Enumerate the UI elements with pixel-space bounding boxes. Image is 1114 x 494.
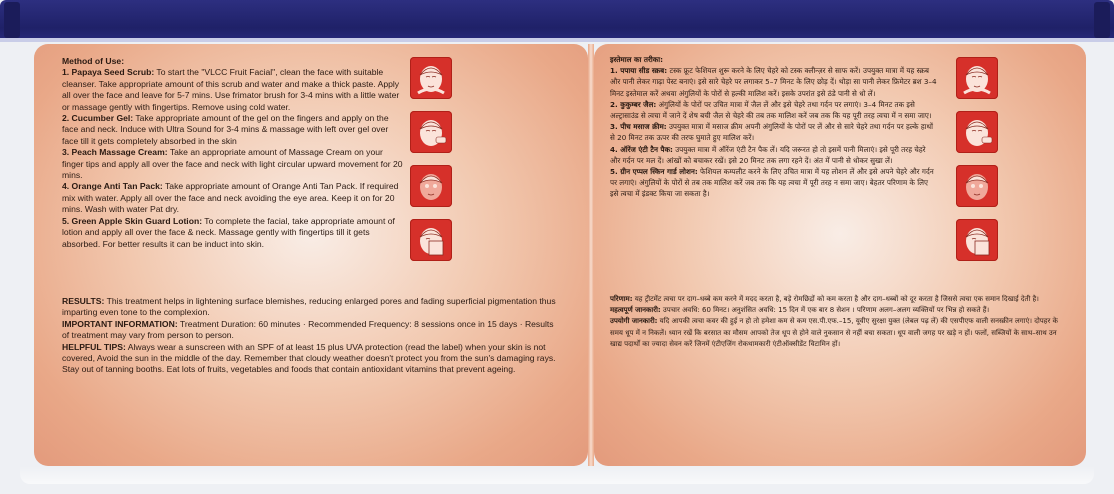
zipper-seam [0,38,1114,42]
massage-face-icon-hi [956,165,998,207]
step-4-hi: 4. ऑरेंज एंटी टैन पैक: उपयुक्त मात्रा में ऑरेंज एंटी टैन पैक लें। यदि जरूरत हो तो इसमें पानी मिलाएं। इसे पूरी तरह चेहरे और गर्दन पर मल दें। आंखों को बचाकर रखें। इसे 20 मिनट तक लगा रहने दें। अंत में पानी से धोकर सुखा लें। [610,144,926,165]
step-5: 5. Green Apple Skin Guard Lotion: To complete the facial, take appropriate amount of lotion and apply all over the face & neck. Massage gently with fingertips till it gets absorbed. For better results it can be induct into skin. [62,215,395,249]
hindi-panel [594,44,1086,466]
gel-face-icon-hi [956,111,998,153]
results-block-hi [610,294,1066,350]
important-info: IMPORTANT INFORMATION: Treatment Duration: 60 minutes · Recommended Frequency: 8 sessions once in 15 days · Results of treatment may vary from person to person. [62,318,554,341]
method-of-use-en [62,56,406,250]
step-5-hi: 5. ग्रीन एप्पल स्किन गार्ड लोशन: फेशियल कम्पलीट करने के लिए उचित मात्रा में यह लोशन लें और इसे अपने चेहरे और गर्दन पर लगाएं। अंगुलियों के पोरों से तब तक मालिश करें जब तक कि यह त्वचा में पूरी तरह न समा जाए। बेहतर परिणाम के लिए इसे त्वचा में इंडक्ट किया जा सकता है। [610,167,934,199]
results-hi: परिणाम: यह ट्रीटमेंट त्वचा पर दाग–धब्बे कम करने में मदद करता है, बड़े रोमछिद्रों को कम करता है और दाग–धब्बों को दूर करता है जिससे त्वचा एक समान दिखाई देती है। [610,295,1039,303]
scrub-face-icon [410,57,452,99]
method-heading-hi: इस्तेमाल का तरीका: [610,55,663,64]
method-of-use-hi [610,54,938,200]
plastic-gloss [20,466,1094,484]
massage-face-icon [410,165,452,207]
mask-face-icon [410,219,452,261]
method-heading: Method of Use: [62,56,125,66]
gel-face-icon [410,111,452,153]
english-panel [34,44,588,466]
important-info-hi: महत्वपूर्ण जानकारी: उपचार अवधि: 60 मिनट। अनुशंसित अवधि: 15 दिन में एक बार 8 सेशन । परिणाम अलग–अलग व्यक्तियों पर भिन्न हो सकते हैं। [610,306,990,315]
step-2-hi: 2. कुकुम्बर जैल: अंगुलियों के पोरों पर उचित मात्रा में जैल लें और इसे चेहरे तथा गर्दन पर लगाएं। 3–4 मिनट तक इसे अल्ट्रासाउंड से त्वचा में जाने दें शेष बची जैल से चेहरे की तब तक मालिश करें जब तक कि यह पूरी तरह त्वचा में न समा जाए। [610,99,932,121]
step-3: 3. Peach Massage Cream: Take an appropriate amount of Massage Cream on your finger tips and apply all over the face and neck with light circular upward movement for 20 mins. [62,147,403,181]
zipper-pull-right [1094,2,1110,38]
mask-face-icon-hi [956,219,998,261]
step-1-hi: 1. पपाया सीड स्क्रब: टस्क फ्रूट फेशियल शुरू करने के लिए चेहरे को टस्क क्लीन्ज़र से साफ करें। उपयुक्त मात्रा में यह स्क्रब और पानी लेकर गाढ़ा पेस्ट बनाएं। इसे सारे चेहरे पर लगाकर 5–7 मिनट के लिए छोड़ दें। थोड़ा सा पानी लेकर फ्रिमेटर ब्रश 3–4 मिनट इस्तेमाल करें अथवा अंगुलियों के पोरों से हल्की मालिश करें। इसके उपरांत इसे ठंडे पानी से धो लें। [610,66,937,98]
results: RESULTS: This treatment helps in lightening surface blemishes, reducing enlarged pores and fading superficial pigmentation thus imparting even tone to the complexion. [62,296,556,318]
scrub-face-icon-hi [956,57,998,99]
step-4: 4. Orange Anti Tan Pack: Take appropriate amount of Orange Anti Tan Pack. If required mix with water. Apply all over the face and neck avoiding the eye area. Keep it on for 20 mins. Wash with water Pat dry. [62,181,399,215]
zipper-pull-left [4,2,20,38]
helpful-tips-hi: उपयोगी जानकारी: यदि आपकी त्वचा कवर की हुई न हो तो हमेशा कम से कम एस.पी.एफ.–15, यूवीए सुरक्षा युक्त (लेबल पढ़ लें) की एसपीएफ वाली सनस्क्रीन लगाएं। दोपहर के समय धूप में न निकलें। ध्यान रखें कि बरसात का मौसम आपको तेज धूप से होने वाले नुकसान से नहीं बचा सकता। धूप वाली जगह पर खड़े न हों। फलों, सब्जियों के साथ–साथ उन खाद्य पदार्थों का ज्यादा सेवन करें जिनमें एंटीएजिंग रोकथामकारी एंटीऑक्सीडेंट विटामिन हों। [610,317,1058,348]
results-block-en [62,296,562,376]
zipper [0,0,1114,40]
step-1: 1. Papaya Seed Scrub: To start the "VLCC Fruit Facial", clean the face with suitable cleanser. Take appropriate amount of this scrub and water and make a thick paste. Apply all over the face and leave for 5-7 mins. Use frimator brush for 3-4 mins with a little water or massage gently with fingertips. Remove using cold water. [62,67,400,112]
step-3-hi: 3. पीच मसाज क्रीम: उपयुक्त मात्रा में मसाज क्रीम अपनी अंगुलियों के पोरों पर लें और से सारे चेहरे तथा गर्दन पर हल्के हाथों से 20 मिनट तक ऊपर की तरफ घुमाते हुए मालिश करें। [610,122,933,143]
helpful-tips: HELPFUL TIPS: Always wear a sunscreen with an SPF of at least 15 plus UVA protection (read the label) when your skin is not covered, Avoid the sun in the middle of the day. Remember that cloudy weather doesn't protect you from the sun's damaging rays. Stay out of tanning booths. Eat lots of fruits, vegetables and foods that contain antioxidant vitamins that prevent ageing. [62,341,556,375]
step-2: 2. Cucumber Gel: Take appropriate amount of the gel on the fingers and apply on the face and neck. Induce with Ultra Sound for 3-4 mins & massage with left over gel over face till it gets completely absorbed in the skin [62,113,389,146]
